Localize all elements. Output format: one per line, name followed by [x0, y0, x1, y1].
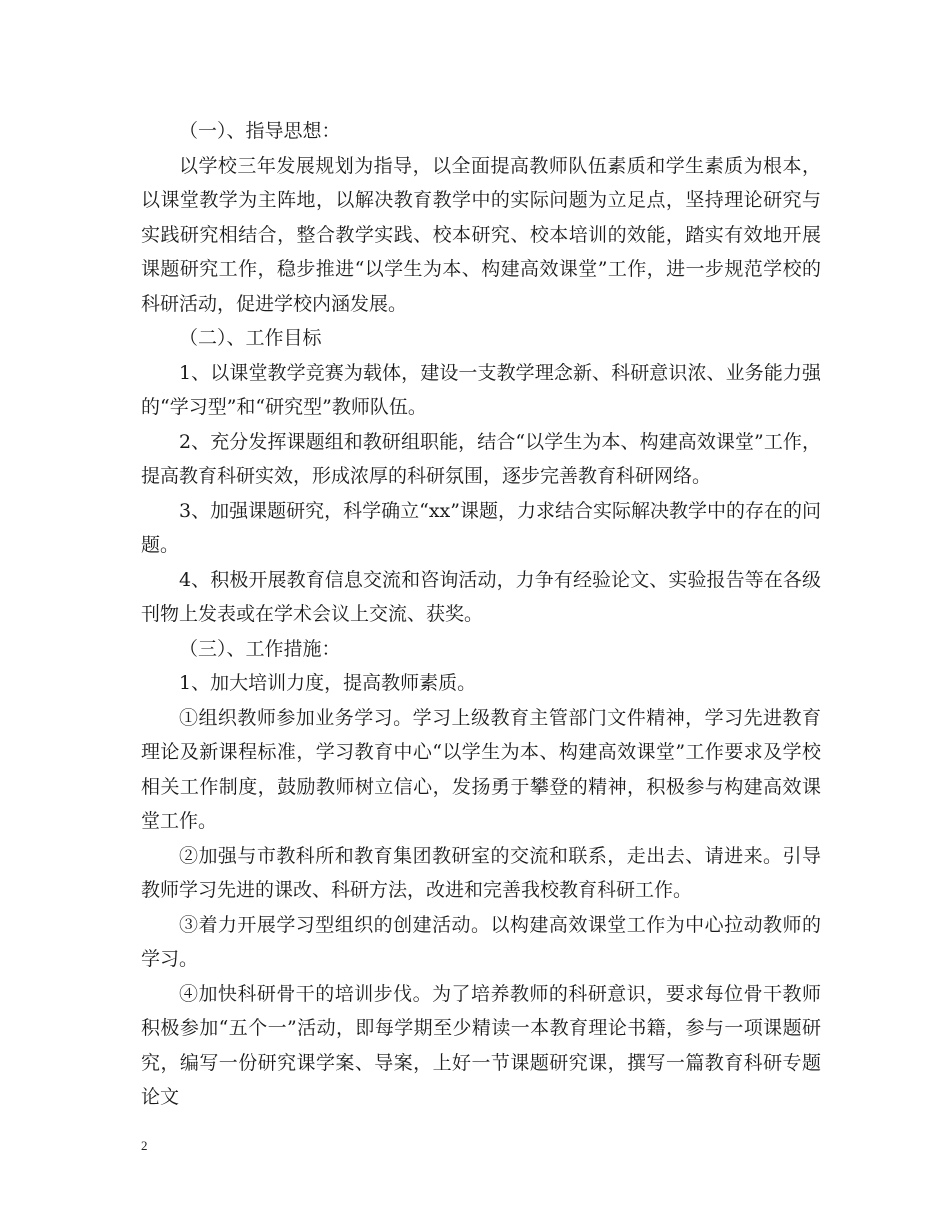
paragraph-goal-3: 3、加强课题研究，科学确立“xx”课题，力求结合实际解决教学中的存在的问题。: [141, 499, 821, 556]
paragraph-goal-4: 4、积极开展教育信息交流和咨询活动，力争有经验论文、实验报告等在各级刊物上发表或在学术会议上交流、获奖。: [141, 568, 821, 625]
page-number: 2: [141, 1138, 148, 1153]
paragraph-goal-2: 2、充分发挥课题组和教研组职能，结合“以学生为本、构建高效课堂”工作，提高教育科研实效，形成浓厚的科研氛围，逐步完善教育科研网络。: [141, 430, 821, 487]
paragraph-measure-1-item-3: ③着力开展学习型组织的创建活动。以构建高效课堂工作为中心拉动教师的学习。: [141, 913, 821, 970]
section-heading-guiding-ideology: （一）、指导思想：: [179, 120, 341, 142]
section-heading-work-goals: （二）、工作目标: [179, 327, 322, 349]
paragraph-guiding-ideology: 以学校三年发展规划为指导，以全面提高教师队伍素质和学生素质为根本，以课堂教学为主阵地，以解决教育教学中的实际问题为立足点，坚持理论研究与实践研究相结合，整合教学实践、校本研究、校本培训的效能，踏实有效地开展课题研究工作，稳步推进“以学生为本、构建高效课堂”工作，进一步规范学校的科研活动，促进学校内涵发展。: [141, 154, 821, 315]
paragraph-measure-1-item-2: ②加强与市教科所和教育集团教研室的交流和联系，走出去、请进来。引导教师学习先进的课改、科研方法，改进和完善我校教育科研工作。: [141, 844, 821, 901]
document-body: [141, 114, 821, 1115]
paragraph-goal-1: 1、以课堂教学竞赛为载体，建设一支教学理念新、科研意识浓、业务能力强的“学习型”和“研究型”教师队伍。: [141, 361, 821, 418]
section-heading-work-measures: （三）、工作措施：: [179, 637, 341, 660]
paragraph-measure-1-item-4: ④加快科研骨干的培训步伐。为了培养教师的科研意识，要求每位骨干教师积极参加“五个一”活动，即每学期至少精读一本教育理论书籍，参与一项课题研究，编写一份研究课学案、导案，上好一节课题研究课，撰写一篇教育科研专题论文: [141, 982, 821, 1108]
paragraph-measure-1-item-1: ①组织教师参加业务学习。学习上级教育主管部门文件精神，学习先进教育理论及新课程标准，学习教育中心“以学生为本、构建高效课堂”工作要求及学校相关工作制度，鼓励教师树立信心，发扬勇于攀登的精神，积极参与构建高效课堂工作。: [141, 706, 821, 832]
paragraph-measure-1: 1、加大培训力度，提高教师素质。: [179, 672, 477, 694]
